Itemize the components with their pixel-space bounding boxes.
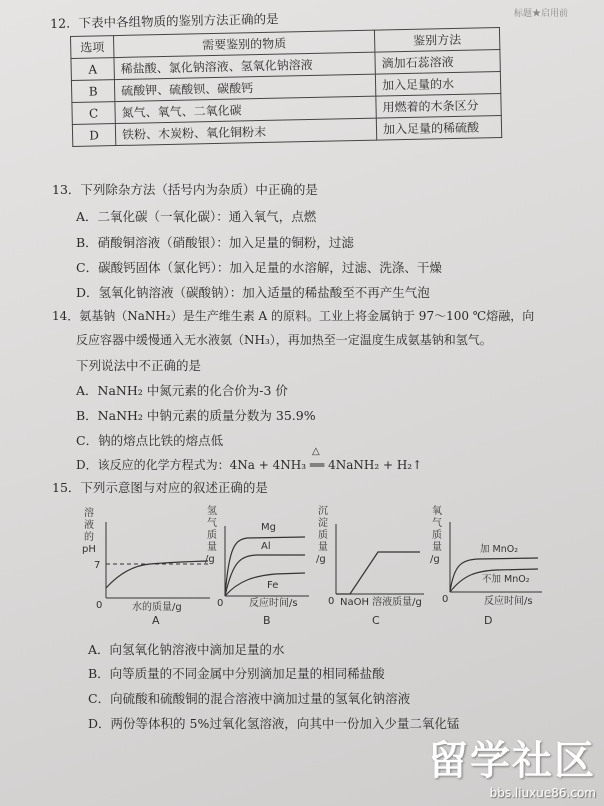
q14-option-a: A．NaNH₂ 中氮元素的化合价为-3 价	[76, 383, 288, 398]
graph-b-ylabel-2: 气	[207, 518, 217, 529]
graph-c-letter: C	[372, 614, 380, 627]
table-cell: 加入足量的稀硫酸	[376, 115, 501, 140]
q15-option-a: A．向氢氧化钠溶液中滴加足量的水	[88, 642, 285, 657]
graph-d-ylabel-3: 质	[432, 530, 442, 541]
graph-a-ylabel-1: 溶	[84, 508, 94, 519]
graph-b-ylabel-5: /g	[205, 554, 215, 565]
graph-c-ylabel-1: 沉	[318, 506, 328, 517]
table-cell: 稀盐酸、氯化钠溶液、氢氧化钠溶液	[114, 52, 375, 79]
q13-option-c: C．碳酸钙固体（氯化钙）：加入足量的水溶解，过滤、洗涤、干燥	[76, 260, 442, 275]
q15-option-b: B．向等质量的不同金属中分别滴加足量的相同稀盐酸	[88, 666, 385, 681]
q14-option-d: D．该反应的化学方程式为：4Na + 4NH₃ ══ 4NaNH₂ + H₂↑	[76, 458, 423, 472]
table-header-cell: 鉴别方法	[374, 28, 499, 53]
graph-d-ylabel-2: 气	[432, 518, 442, 529]
graph-c-ylabel-5: /g	[316, 554, 326, 565]
table-cell: 用燃着的木条区分	[376, 93, 501, 118]
mg-label: Mg	[261, 522, 276, 533]
graph-b-xlabel: 反应时间/s	[249, 598, 298, 609]
graph-c-xlabel: NaOH 溶液质量/g	[340, 597, 422, 608]
graph-c-ylabel-3: 质	[318, 530, 328, 541]
table-cell: 氮气、氧气、二氧化碳	[115, 96, 376, 123]
graph-c-origin: 0	[328, 596, 335, 607]
q15-option-c: C．向硫酸和硫酸铜的混合溶液中滴加过量的氢氧化钠溶液	[88, 691, 411, 706]
graph-b	[205, 500, 315, 630]
q15-stem: 15．下列示意图与对应的叙述正确的是	[52, 480, 268, 495]
q13-stem: 13．下列除杂方法（括号内为杂质）中正确的是	[52, 182, 318, 197]
graph-c-ylabel-2: 淀	[318, 518, 328, 529]
q13-option-a: A．二氧化碳（一氧化碳）：通入氧气，点燃	[76, 209, 317, 224]
ph-7-label: 7	[94, 560, 101, 571]
watermark-url: bbs.liuxue86.com	[489, 786, 596, 800]
graph-d-ylabel-4: 量	[432, 542, 442, 553]
graph-b-letter: B	[263, 614, 271, 627]
q13-option-d: D．氢氧化钠溶液（碳酸钠）：加入适量的稀盐酸至不再产生气泡	[76, 285, 430, 300]
q14-line-3: 下列说法中不正确的是	[76, 358, 202, 373]
graph-a-xlabel: 水的质量/g	[132, 602, 182, 613]
table-cell: 加入足量的水	[375, 71, 500, 96]
graph-c-ylabel-4: 量	[318, 542, 328, 553]
table-cell: C	[72, 102, 115, 125]
graph-d-letter: D	[484, 614, 493, 627]
with-mno2-label: 加 MnO₂	[480, 544, 519, 555]
table-cell: B	[71, 80, 114, 103]
graph-b-origin: 0	[217, 598, 224, 609]
reaction-condition-heat: △	[312, 446, 320, 457]
page-header: 标题★启用前	[513, 9, 568, 19]
table-header-cell: 需要鉴别的物质	[114, 30, 375, 57]
fe-label: Fe	[267, 580, 279, 591]
graph-d-ylabel-5: /g	[430, 554, 440, 565]
al-label: Al	[261, 541, 271, 552]
ph-curve	[106, 561, 208, 588]
graph-b-ylabel-1: 氢	[207, 506, 217, 517]
graph-a	[80, 500, 220, 630]
graph-a-origin: 0	[96, 600, 103, 611]
graph-b-ylabel-4: 量	[207, 542, 217, 553]
q14-line-1: 14．氨基钠（NaNH₂）是生产维生素 A 的原料。工业上将金属钠于 97～100 ℃熔融，向	[52, 309, 535, 323]
table-cell: 硫酸钾、硫酸钡、碳酸钙	[114, 74, 375, 101]
table-cell: 滴加石蕊溶液	[375, 50, 500, 75]
graph-d-origin: 0	[442, 594, 449, 605]
q14-option-c: C．钠的熔点比铁的熔点低	[76, 433, 224, 448]
q12-table	[70, 27, 502, 147]
q14-option-b: B．NaNH₂ 中钠元素的质量分数为 35.9%	[76, 408, 316, 423]
without-mno2-label: 不加 MnO₂	[482, 574, 530, 585]
table-header-cell: 选项	[71, 36, 114, 59]
graph-a-ylabel-2: 液	[84, 520, 94, 531]
table-cell: A	[71, 58, 114, 81]
site-watermark	[428, 729, 596, 800]
fe-curve	[225, 573, 305, 596]
q13-option-b: B．硝酸铜溶液（硝酸银）：加入足量的铜粉，过滤	[76, 235, 354, 250]
graph-b-ylabel-3: 质	[207, 530, 217, 541]
precipitate-curve	[336, 552, 420, 594]
q15-option-d: D．两份等体积的 5%过氧化氢溶液，向其中一份加入少量二氧化锰	[88, 716, 460, 731]
watermark-logo: 留学社区	[428, 738, 596, 784]
graph-d-xlabel: 反应时间/s	[484, 596, 533, 607]
table-cell: D	[72, 124, 115, 147]
graph-d-ylabel-1: 氧	[432, 506, 442, 517]
graph-a-letter: A	[152, 614, 160, 627]
graph-c	[316, 500, 432, 630]
graph-d	[430, 500, 550, 630]
graph-a-ylabel-4: pH	[82, 544, 96, 555]
q14-line-2: 反应容器中缓慢通入无水液氨（NH₃），再加热至一定温度生成氨基钠和氢气。	[76, 333, 492, 347]
graph-a-ylabel-3: 的	[84, 532, 94, 543]
table-cell: 铁粉、木炭粉、氧化铜粉末	[115, 118, 376, 145]
q12-stem: 12．下表中各组物质的鉴别方法正确的是	[50, 11, 279, 31]
